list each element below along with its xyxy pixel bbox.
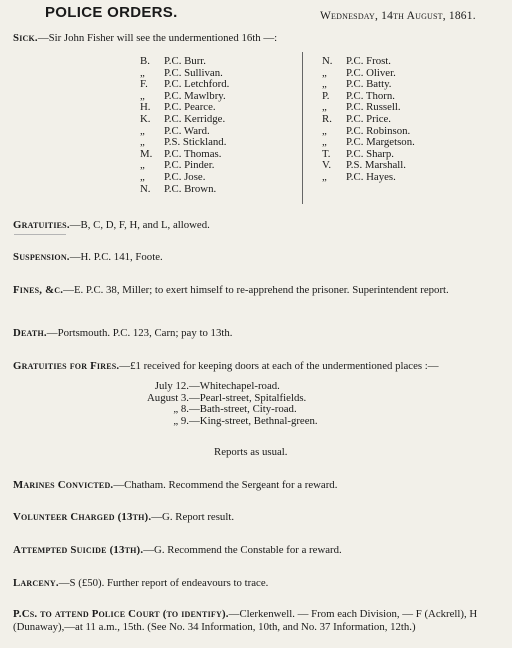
- left_column-row: [140, 90, 290, 102]
- constable-name: P.C. Margetson.: [346, 136, 415, 149]
- fire-place-row: [121, 415, 421, 427]
- constable-name: P.C. Mawlbry.: [164, 89, 226, 102]
- sick-list-left: [140, 55, 290, 194]
- right_column-row: [322, 90, 472, 102]
- fire-place: —King-street, Bethnal-green.: [189, 414, 318, 427]
- constable-name: P.C. Robinson.: [346, 124, 411, 137]
- fines-label: Fines, &c.: [13, 284, 64, 296]
- constable-name: P.C. Thorn.: [346, 89, 395, 102]
- left_column-row: [140, 171, 290, 183]
- right_column-row: [322, 125, 472, 137]
- right_column-row: [322, 148, 472, 160]
- division-letter: „: [322, 124, 327, 137]
- page-title: POLICE ORDERS.: [45, 4, 178, 21]
- constable-name: P.C. Burr.: [164, 55, 207, 67]
- gratuities-fires-entry: [13, 360, 439, 373]
- death-label: Death.: [13, 327, 47, 339]
- fire-place-row: [121, 392, 421, 404]
- gratuities-label: Gratuities.: [13, 219, 70, 231]
- division-letter: „: [140, 124, 145, 137]
- constable-name: P.C. Oliver.: [346, 66, 396, 79]
- constable-name: P.C. Jose.: [164, 170, 206, 183]
- division-letter: „: [322, 66, 327, 79]
- left_column-row: [140, 125, 290, 137]
- constable-name: P.C. Russell.: [346, 101, 401, 114]
- constable-name: P.C. Hayes.: [346, 170, 396, 183]
- division-letter: N.: [322, 55, 333, 67]
- division-letter: R.: [322, 112, 332, 125]
- suicide-label: Attempted Suicide (13th).: [13, 544, 144, 556]
- left_column-row: [140, 55, 290, 67]
- constable-name: P.S. Stickland.: [164, 136, 227, 149]
- left_column-row: [140, 136, 290, 148]
- right_column-row: [322, 55, 472, 67]
- suspension-text: —H. P.C. 141, Foote.: [69, 251, 163, 263]
- constable-name: P.C. Letchford.: [164, 78, 230, 91]
- ink-mark: [14, 234, 66, 235]
- division-letter: V.: [322, 159, 332, 172]
- pcs-label: P.Cs. to attend Police Court (to identify).: [13, 608, 229, 620]
- left_column-row: [140, 113, 290, 125]
- division-letter: B.: [140, 55, 150, 67]
- right_column-row: [322, 136, 472, 148]
- gratuities-fires-text: —£1 received for keeping doors at each of the undermentioned places :—: [119, 360, 439, 372]
- division-letter: P.: [322, 89, 330, 102]
- division-letter: H.: [140, 101, 151, 114]
- constable-name: P.C. Sullivan.: [164, 66, 223, 79]
- larceny-entry: [13, 577, 268, 590]
- fire-place-row: [121, 403, 421, 415]
- fire-date: „ 8.: [173, 403, 189, 415]
- division-letter: F.: [140, 78, 148, 91]
- constable-name: P.C. Kerridge.: [164, 112, 226, 125]
- fire-date: „ 9.: [173, 414, 189, 427]
- pcs-entry: [13, 608, 503, 633]
- division-letter: „: [322, 136, 327, 149]
- constable-name: P.S. Marshall.: [346, 159, 406, 172]
- constable-name: P.C. Batty.: [346, 78, 392, 91]
- division-letter: K.: [140, 112, 151, 125]
- division-letter: M.: [140, 147, 153, 160]
- reports-closing: Reports as usual.: [214, 446, 288, 458]
- division-letter: „: [322, 101, 327, 114]
- fire-place: —Pearl-street, Spitalfields.: [189, 391, 307, 404]
- volunteer-entry: [13, 511, 234, 524]
- left_column-row: [140, 101, 290, 113]
- division-letter: „: [140, 66, 145, 79]
- constable-name: P.C. Pinder.: [164, 159, 215, 172]
- sick-entry: [13, 32, 277, 45]
- death-entry: [13, 327, 232, 340]
- suicide-text: —G. Recommend the Constable for a reward.: [143, 544, 342, 556]
- left_column-row: [140, 148, 290, 160]
- constable-name: P.C. Sharp.: [346, 147, 394, 160]
- marines-text: —Chatham. Recommend the Sergeant for a reward.: [113, 479, 338, 491]
- volunteer-text: —G. Report result.: [151, 511, 235, 523]
- constable-name: P.C. Thomas.: [164, 147, 222, 160]
- division-letter: „: [140, 159, 145, 172]
- fire-place: —Bath-street, City-road.: [189, 403, 297, 415]
- fire-date: August 3.: [147, 391, 189, 404]
- right_column-row: [322, 171, 472, 183]
- suspension-entry: [13, 251, 163, 264]
- left_column-row: [140, 183, 290, 195]
- larceny-label: Larceny.: [13, 577, 59, 589]
- sick-list-right: [322, 55, 472, 183]
- gratuities-fires-label: Gratuities for Fires.: [13, 360, 120, 372]
- larceny-text: —S (£50). Further report of endeavours to trace.: [58, 577, 269, 589]
- fire-place-row: [121, 380, 421, 392]
- sick-text: —Sir John Fisher will see the undermentioned 16th —:: [37, 32, 278, 44]
- fines-entry: [13, 284, 499, 297]
- gratuities-entry: [13, 219, 210, 232]
- fire-places-list: [121, 380, 421, 426]
- division-letter: „: [322, 78, 327, 91]
- marines-label: Marines Convicted.: [13, 479, 114, 491]
- right_column-row: [322, 78, 472, 90]
- division-letter: N.: [140, 182, 151, 195]
- fire-place: —Whitechapel-road.: [189, 380, 280, 392]
- volunteer-label: Volunteer Charged (13th).: [13, 511, 152, 523]
- death-text: —Portsmouth. P.C. 123, Carn; pay to 13th.: [46, 327, 233, 339]
- constable-name: P.C. Brown.: [164, 182, 217, 195]
- constable-name: P.C. Frost.: [346, 55, 392, 67]
- suicide-entry: [13, 544, 342, 557]
- constable-name: P.C. Ward.: [164, 124, 210, 137]
- fire-date: July 12.: [154, 380, 189, 392]
- right_column-row: [322, 101, 472, 113]
- left_column-row: [140, 159, 290, 171]
- division-letter: T.: [322, 147, 331, 160]
- fines-text: —E. P.C. 38, Miller; to exert himself to re-apprehend the prisoner. Superintendent report.: [63, 284, 449, 296]
- division-letter: „: [140, 170, 145, 183]
- right_column-row: [322, 67, 472, 79]
- right_column-row: [322, 113, 472, 125]
- gratuities-text: —B, C, D, F, H, and L, allowed.: [69, 219, 210, 231]
- suspension-label: Suspension.: [13, 251, 70, 263]
- division-letter: „: [140, 89, 145, 102]
- left_column-row: [140, 78, 290, 90]
- issue-date: Wednesday, 14th August, 1861.: [320, 10, 476, 22]
- constable-name: P.C. Price.: [346, 112, 391, 125]
- constable-name: P.C. Pearce.: [164, 101, 216, 114]
- division-letter: „: [140, 136, 145, 149]
- right_column-row: [322, 159, 472, 171]
- division-letter: „: [322, 170, 327, 183]
- marines-entry: [13, 479, 337, 492]
- pcs-text: —Clerkenwell. — From each Division, — F (Ackrell), H (Dunaway),—at 11 a.m., 15th. (See No. 34 Information, 10th, and No. 37 Information, 12th.): [13, 608, 478, 633]
- left_column-row: [140, 67, 290, 79]
- column-divider: [302, 52, 303, 204]
- sick-label: Sick.: [13, 32, 38, 44]
